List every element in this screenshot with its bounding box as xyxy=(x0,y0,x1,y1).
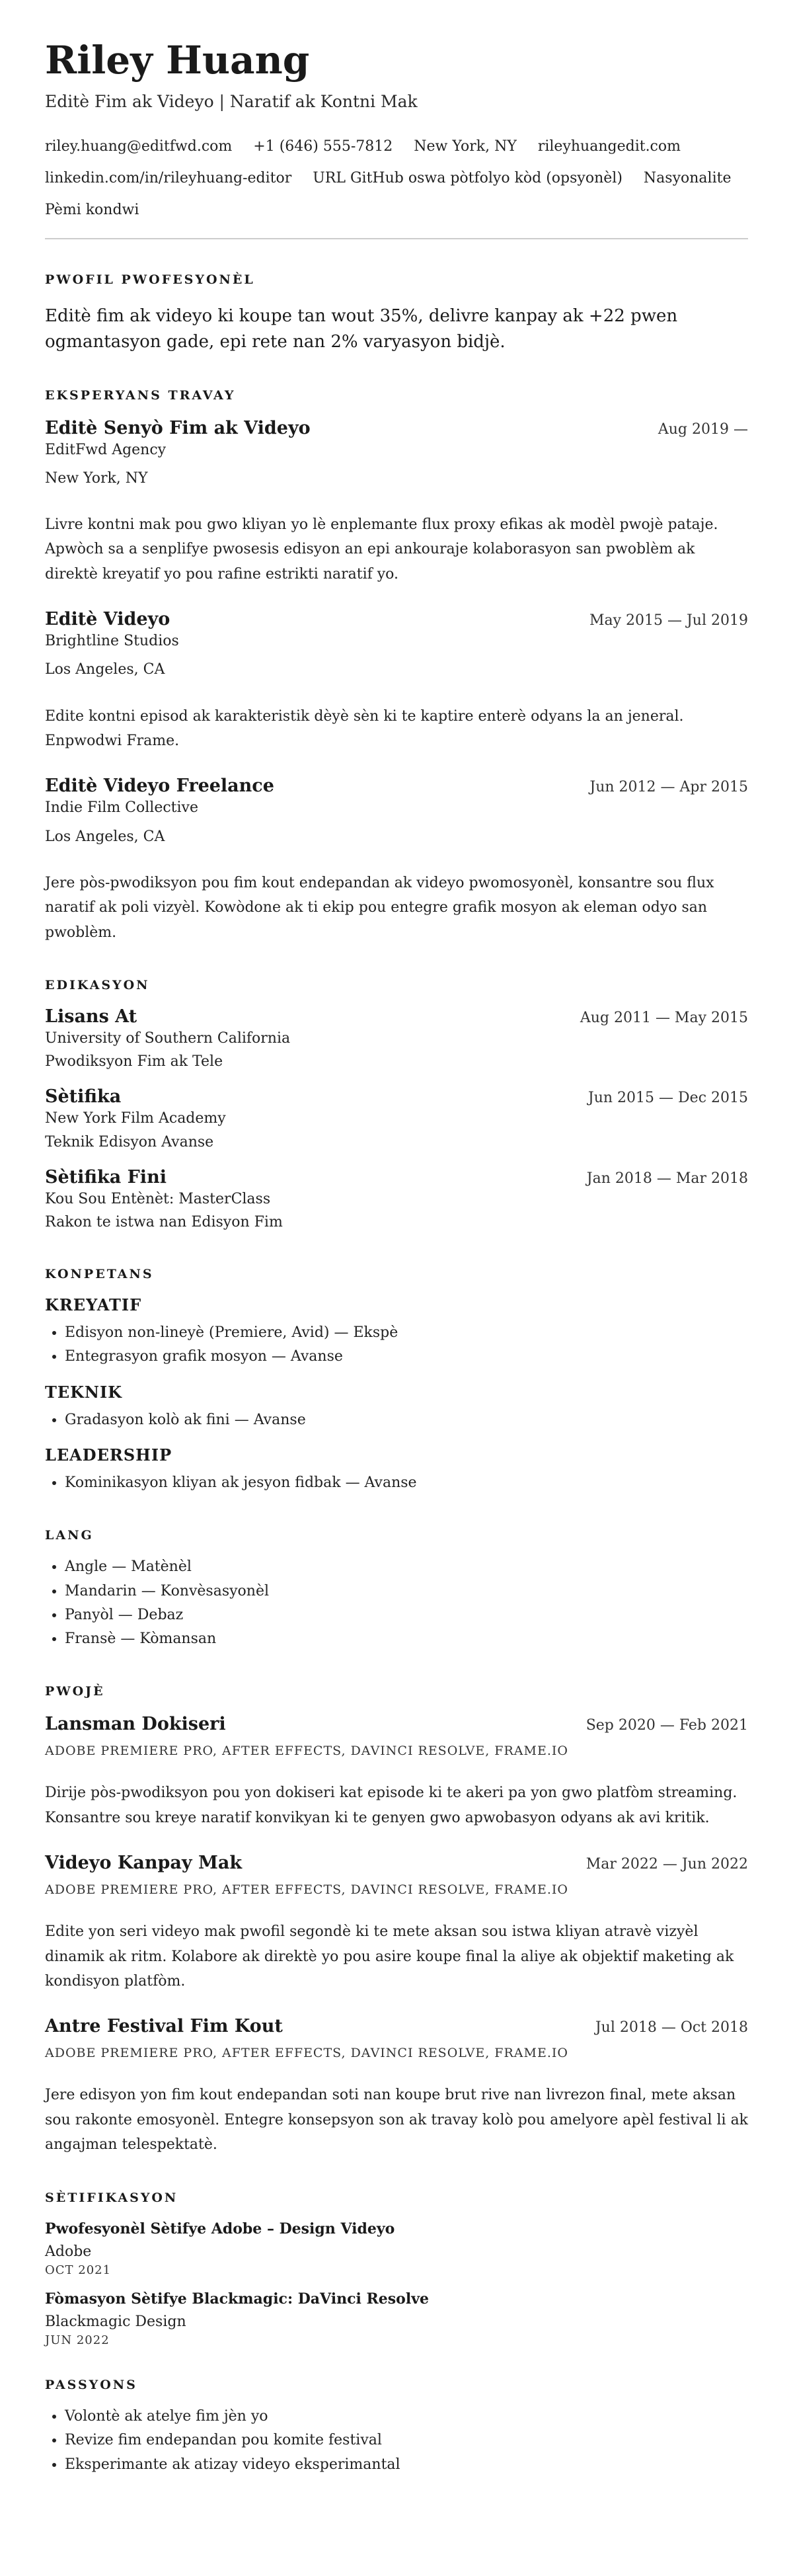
contact-linkedin[interactable]: linkedin.com/in/rileyhuang-editor xyxy=(45,169,292,186)
project-tech: ADOBE PREMIERE PRO, AFTER EFFECTS, DAVINCI RESOLVE, FRAME.IO xyxy=(45,1744,568,1759)
certification-issuer: Blackmagic Design xyxy=(45,2313,186,2330)
project-item xyxy=(45,2016,748,2157)
skill-item: • Gradasyon kolò ak fini — Avanse xyxy=(65,1408,748,1432)
degree-name: Sètifika Fini xyxy=(45,1166,167,1187)
experience-item xyxy=(45,776,748,945)
tagline: Editè Fim ak Videyo | Naratif ak Kontni Mak xyxy=(45,91,418,111)
job-description: Jere pòs-pwodiksyon pou fim kout endepandan ak videyo pwomosyonèl, konsantre sou flux naratif ak poli vizyèl. Kowòdone ak ti ekip pou entegre grafik mosyon ak eleman odyo san pwoblèm. xyxy=(45,874,714,941)
education-item xyxy=(45,1086,748,1153)
project-date: Mar 2022 — Jun 2022 xyxy=(585,1856,748,1873)
field-of-study: Pwodiksyon Fim ak Tele xyxy=(45,1053,223,1070)
contact-portfolio[interactable]: URL GitHub oswa pòtfolyo kòd (opsyonèl) xyxy=(313,169,623,186)
hobbies-section xyxy=(45,2379,748,2477)
language-item: • Mandarin — Konvèsasyonèl xyxy=(65,1580,748,1603)
certification-issuer: Adobe xyxy=(45,2243,92,2260)
contact-location: New York, NY xyxy=(414,138,517,155)
section-title-certifications: SÈTIFIKASYON xyxy=(45,2190,178,2205)
project-item xyxy=(45,1853,748,1993)
languages-section xyxy=(45,1529,748,1651)
certification-date: JUN 2022 xyxy=(45,2333,110,2347)
job-description: Livre kontni mak pou gwo kliyan yo lè enplemante flux proxy efikas ak modèl pwojè pataje. Apwòch sa a senplifye pwosesis edisyon an epi ankouraje kolaborasyon san pwoblèm ak direktè kreyatif yo pou rafine estrikti naratif yo. xyxy=(45,516,718,583)
certification-item xyxy=(45,2290,748,2347)
section-title-experience: EKSPERYANS TRAVAY xyxy=(45,387,236,403)
language-item: • Panyòl — Debaz xyxy=(65,1603,748,1627)
education-item xyxy=(45,1167,748,1234)
skill-category: KREYATIF xyxy=(45,1295,142,1315)
skill-category: TEKNIK xyxy=(45,1382,123,1402)
hobby-item: • Revize fim endepandan pou komite festival xyxy=(65,2429,748,2452)
project-name: Lansman Dokiseri xyxy=(45,1714,226,1735)
field-of-study: Rakon te istwa nan Edisyon Fim xyxy=(45,1213,283,1230)
skill-category: LEADERSHIP xyxy=(45,1445,172,1465)
job-location: New York, NY xyxy=(45,469,148,487)
education-section xyxy=(45,979,748,1234)
certification-date: OCT 2021 xyxy=(45,2263,112,2277)
project-description: Jere edisyon yon fim kout endepandan soti nan koupe brut rive nan livrezon final, mete aksan sou rakonte emosyonèl. Entegre konsepsyon son ak travay kolò pou amelyore apèl festival li ak angajman telespektatè. xyxy=(45,2087,749,2153)
hobby-item: • Eksperimante ak atizay videyo eksperimantal xyxy=(65,2453,748,2477)
job-location: Los Angeles, CA xyxy=(45,661,165,678)
skill-list xyxy=(45,1408,748,1432)
experience-item xyxy=(45,418,748,587)
job-company: Indie Film Collective xyxy=(45,799,198,817)
education-date: Jun 2015 — Dec 2015 xyxy=(587,1090,748,1107)
contact-phone[interactable]: +1 (646) 555-7812 xyxy=(253,138,393,155)
skill-item: • Entegrasyon grafik mosyon — Avanse xyxy=(65,1345,748,1369)
hobby-list xyxy=(45,2405,748,2477)
skill-list xyxy=(45,1471,748,1495)
contact-email[interactable]: riley.huang@editfwd.com xyxy=(45,138,233,155)
education-date: Jan 2018 — Mar 2018 xyxy=(586,1170,748,1187)
project-name: Antre Festival Fim Kout xyxy=(45,2016,283,2037)
project-description: Edite yon seri videyo mak pwofil segondè ki te mete aksan sou istwa kliyan atravè vizyèl dinamik ak ritm. Kolabore ak direktè yo pou asire koupe final la aliye ak objektif maketing ak kondisyon platfòm. xyxy=(45,1923,734,1990)
skill-list xyxy=(45,1321,748,1369)
school-name: Kou Sou Entènèt: MasterClass xyxy=(45,1190,271,1207)
education-item xyxy=(45,1006,748,1073)
contact-nationality: Nasyonalite xyxy=(643,169,732,186)
job-date: Jun 2012 — Apr 2015 xyxy=(589,779,748,796)
profile-summary: Editè fim ak videyo ki koupe tan wout 35%, delivre kanpay ak +22 pwen ogmantasyon gade, epi rete nan 2% varyasyon bidjè. xyxy=(45,305,678,352)
education-date: Aug 2011 — May 2015 xyxy=(580,1009,748,1026)
experience-item xyxy=(45,609,748,753)
project-tech: ADOBE PREMIERE PRO, AFTER EFFECTS, DAVINCI RESOLVE, FRAME.IO xyxy=(45,1882,568,1898)
job-date: Aug 2019 — xyxy=(658,421,748,438)
experience-section xyxy=(45,389,748,945)
section-title-projects: PWOJÈ xyxy=(45,1684,105,1699)
certifications-section xyxy=(45,2192,748,2347)
school-name: University of Southern California xyxy=(45,1029,291,1047)
job-title: Editè Senyò Fim ak Videyo xyxy=(45,417,311,438)
certification-item xyxy=(45,2220,748,2277)
job-description: Edite kontni episod ak karakteristik dèyè sèn ki te kaptire enterè odyans la an jeneral. Enpwodwi Frame. xyxy=(45,707,684,749)
project-date: Sep 2020 — Feb 2021 xyxy=(585,1717,748,1734)
job-company: EditFwd Agency xyxy=(45,441,167,458)
header-divider xyxy=(45,238,748,239)
skills-section xyxy=(45,1268,748,1495)
project-name: Videyo Kanpay Mak xyxy=(45,1853,243,1874)
projects-section xyxy=(45,1685,748,2157)
job-title: Editè Videyo xyxy=(45,609,170,630)
section-title-skills: KONPETANS xyxy=(45,1267,154,1282)
job-location: Los Angeles, CA xyxy=(45,828,165,845)
language-item: • Angle — Matènèl xyxy=(65,1555,748,1579)
project-date: Jul 2018 — Oct 2018 xyxy=(595,2019,748,2036)
certification-name: Fòmasyon Sètifye Blackmagic: DaVinci Resolve xyxy=(45,2290,429,2308)
field-of-study: Teknik Edisyon Avanse xyxy=(45,1133,214,1150)
degree-name: Sètifika xyxy=(45,1086,122,1107)
contact-license: Pèmi kondwi xyxy=(45,201,139,218)
section-title-profile: PWOFIL PWOFESYONÈL xyxy=(45,272,255,287)
school-name: New York Film Academy xyxy=(45,1110,226,1127)
certification-name: Pwofesyonèl Sètifye Adobe – Design Videyo xyxy=(45,2220,395,2237)
language-list xyxy=(45,1555,748,1651)
project-description: Dirije pòs-pwodiksyon pou yon dokiseri kat episode ki te akeri pa yon gwo platfòm streaming. Konsantre sou kreye naratif konvikyan ki te genyen gwo apwobasyon odyans ak avi kritik. xyxy=(45,1785,737,1826)
degree-name: Lisans At xyxy=(45,1006,137,1027)
skill-item: • Edisyon non-lineyè (Premiere, Avid) — Ekspè xyxy=(65,1321,748,1345)
section-title-education: EDIKASYON xyxy=(45,977,150,992)
job-date: May 2015 — Jul 2019 xyxy=(589,612,748,629)
language-item: • Fransè — Kòmansan xyxy=(65,1627,748,1651)
job-company: Brightline Studios xyxy=(45,633,179,650)
contact-info xyxy=(45,131,748,226)
hobby-item: • Volontè ak atelye fim jèn yo xyxy=(65,2405,748,2429)
project-item xyxy=(45,1714,748,1830)
job-title: Editè Videyo Freelance xyxy=(45,776,274,797)
section-title-hobbies: PASSYONS xyxy=(45,2377,137,2392)
skill-item: • Kominikasyon kliyan ak jesyon fidbak — Avanse xyxy=(65,1471,748,1495)
section-title-languages: LANG xyxy=(45,1528,94,1543)
contact-website[interactable]: rileyhuangedit.com xyxy=(537,138,681,155)
project-tech: ADOBE PREMIERE PRO, AFTER EFFECTS, DAVINCI RESOLVE, FRAME.IO xyxy=(45,2046,568,2061)
candidate-name: Riley Huang xyxy=(45,38,310,83)
profile-section xyxy=(45,274,748,355)
